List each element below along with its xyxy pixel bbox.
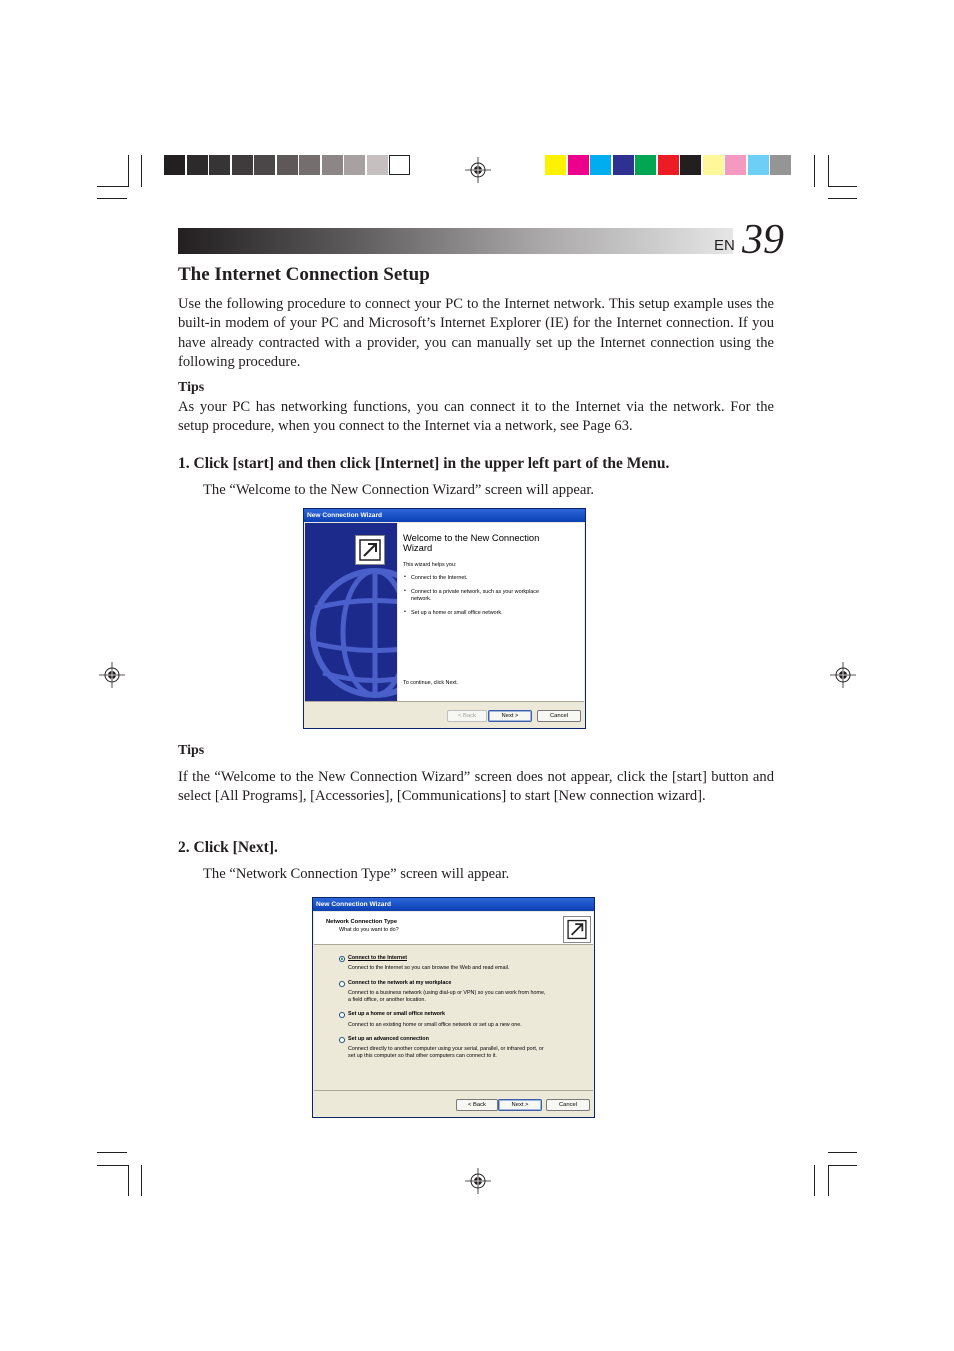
color-swatch <box>770 155 791 175</box>
tips-text: If the “Welcome to the New Connection Wizard” screen does not appear, click the [start] button and select [All Programs], [Accessories], [Communications] to start [New connection wizard]. <box>178 769 774 805</box>
divider <box>305 701 584 702</box>
crop-mark <box>828 186 857 187</box>
color-swatch <box>164 155 185 175</box>
registration-mark-icon <box>465 157 491 183</box>
option-radio[interactable] <box>339 981 345 987</box>
header-gradient-bar <box>178 228 733 254</box>
next-button[interactable]: Next > <box>488 710 532 722</box>
next-button[interactable]: Next > <box>498 1099 542 1111</box>
crop-mark <box>128 155 129 187</box>
divider <box>314 1090 593 1091</box>
crop-mark <box>97 1165 129 1166</box>
crop-mark <box>141 1165 142 1196</box>
crop-mark <box>141 155 142 187</box>
wizard-continue-text: To continue, click Next. <box>403 680 459 686</box>
welcome-wizard-screenshot <box>303 508 586 729</box>
registration-mark-icon <box>830 662 856 688</box>
crop-mark <box>97 186 129 187</box>
color-swatch <box>568 155 589 175</box>
bullet-icon: • <box>404 588 406 594</box>
window-title-bar: New Connection Wizard <box>313 898 594 911</box>
color-swatch <box>187 155 208 175</box>
color-swatch <box>367 155 388 175</box>
wizard-side-panel <box>305 523 397 701</box>
crop-mark <box>814 1165 815 1196</box>
step-1-description: The “Welcome to the New Connection Wizard” screen will appear. <box>203 482 595 498</box>
window-title-bar: New Connection Wizard <box>304 509 585 522</box>
option-radio[interactable] <box>339 1012 345 1018</box>
step-1-heading: 1. Click [start] and then click [Internet] in the upper left part of the Menu. <box>178 455 670 472</box>
back-button[interactable]: < Back <box>447 710 487 722</box>
wizard-heading-line-2: Wizard <box>403 542 433 553</box>
color-swatch <box>299 155 320 175</box>
step-2-description: The “Network Connection Type” screen will appear. <box>203 866 510 882</box>
color-swatch <box>545 155 566 175</box>
wizard-page-heading: Network Connection Type <box>326 919 398 925</box>
language-label: EN <box>714 237 735 254</box>
option-description: Connect directly to another computer using your serial, parallel, or infrared port, or <box>348 1046 544 1052</box>
color-swatch <box>209 155 230 175</box>
option-label[interactable]: Connect to the network at my workplace <box>348 980 452 986</box>
cancel-button[interactable]: Cancel <box>546 1099 590 1111</box>
color-swatch <box>748 155 769 175</box>
option-description: Connect to a business network (using dial-up or VPN) so you can work from home, <box>348 990 546 996</box>
crop-mark <box>828 1165 857 1166</box>
option-label[interactable]: Connect to the Internet <box>348 955 407 961</box>
wizard-bullet-item: Set up a home or small office network. <box>411 610 503 616</box>
wizard-intro-text: This wizard helps you: <box>403 562 457 568</box>
color-swatch <box>232 155 253 175</box>
bullet-icon: • <box>404 574 406 580</box>
color-swatch <box>344 155 365 175</box>
wizard-bullet-item: Connect to the Internet. <box>411 575 468 581</box>
color-swatch <box>389 155 410 175</box>
option-description: Connect to the Internet so you can browse the Web and read email. <box>348 965 510 971</box>
color-swatch <box>703 155 724 175</box>
color-swatch <box>254 155 275 175</box>
crop-mark <box>814 155 815 187</box>
page-number: 39 <box>742 217 784 263</box>
intro-paragraph: Use the following procedure to connect your PC to the Internet network. This setup example uses the built-in modem of your PC and Microsoft’s Internet Explorer (IE) for the Internet connection. If you have already contracted with a provider, you can manually set up the Internet connection using the following procedure. <box>178 296 774 370</box>
crop-mark <box>97 198 127 199</box>
option-radio[interactable] <box>339 956 345 962</box>
tips-label: Tips <box>178 380 205 395</box>
crop-mark <box>828 1165 829 1196</box>
connection-wizard-icon <box>563 916 591 943</box>
network-connection-type-screenshot <box>312 897 595 1118</box>
option-label[interactable]: Set up an advanced connection <box>348 1036 429 1042</box>
option-label[interactable]: Set up a home or small office network <box>348 1011 446 1017</box>
crop-mark <box>828 198 857 199</box>
tips-text: As your PC has networking functions, you can connect it to the Internet via the network. For the setup procedure, when you connect to the Internet via a network, see Page 63. <box>178 399 774 435</box>
color-swatch <box>635 155 656 175</box>
wizard-page-subheading: What do you want to do? <box>339 927 399 933</box>
bullet-icon: • <box>404 609 406 615</box>
tips-label: Tips <box>178 743 205 758</box>
connection-wizard-icon <box>355 535 385 565</box>
crop-mark <box>97 1152 127 1153</box>
option-description: Connect to an existing home or small office network or set up a new one. <box>348 1022 522 1028</box>
registration-mark-icon <box>465 1168 491 1194</box>
wizard-bullet-item: Connect to a private network, such as your workplace <box>411 589 539 595</box>
crop-mark <box>828 155 829 187</box>
color-swatch <box>613 155 634 175</box>
color-swatch <box>658 155 679 175</box>
crop-mark <box>128 1165 129 1196</box>
back-button[interactable]: < Back <box>456 1099 498 1111</box>
registration-mark-icon <box>99 662 125 688</box>
step-2-heading: 2. Click [Next]. <box>178 839 278 856</box>
wizard-bullet-item: network. <box>411 596 432 602</box>
color-swatch <box>277 155 298 175</box>
color-swatch <box>590 155 611 175</box>
crop-mark <box>828 1152 857 1153</box>
section-title: The Internet Connection Setup <box>178 264 430 285</box>
color-swatch <box>680 155 701 175</box>
option-radio[interactable] <box>339 1037 345 1043</box>
option-description: a field office, or another location. <box>348 997 426 1003</box>
color-swatch <box>322 155 343 175</box>
wizard-heading-line-1: Welcome to the New Connection <box>403 532 540 543</box>
option-description: set up this computer so that other computers can connect to it. <box>348 1053 497 1059</box>
cancel-button[interactable]: Cancel <box>537 710 581 722</box>
color-swatch <box>725 155 746 175</box>
